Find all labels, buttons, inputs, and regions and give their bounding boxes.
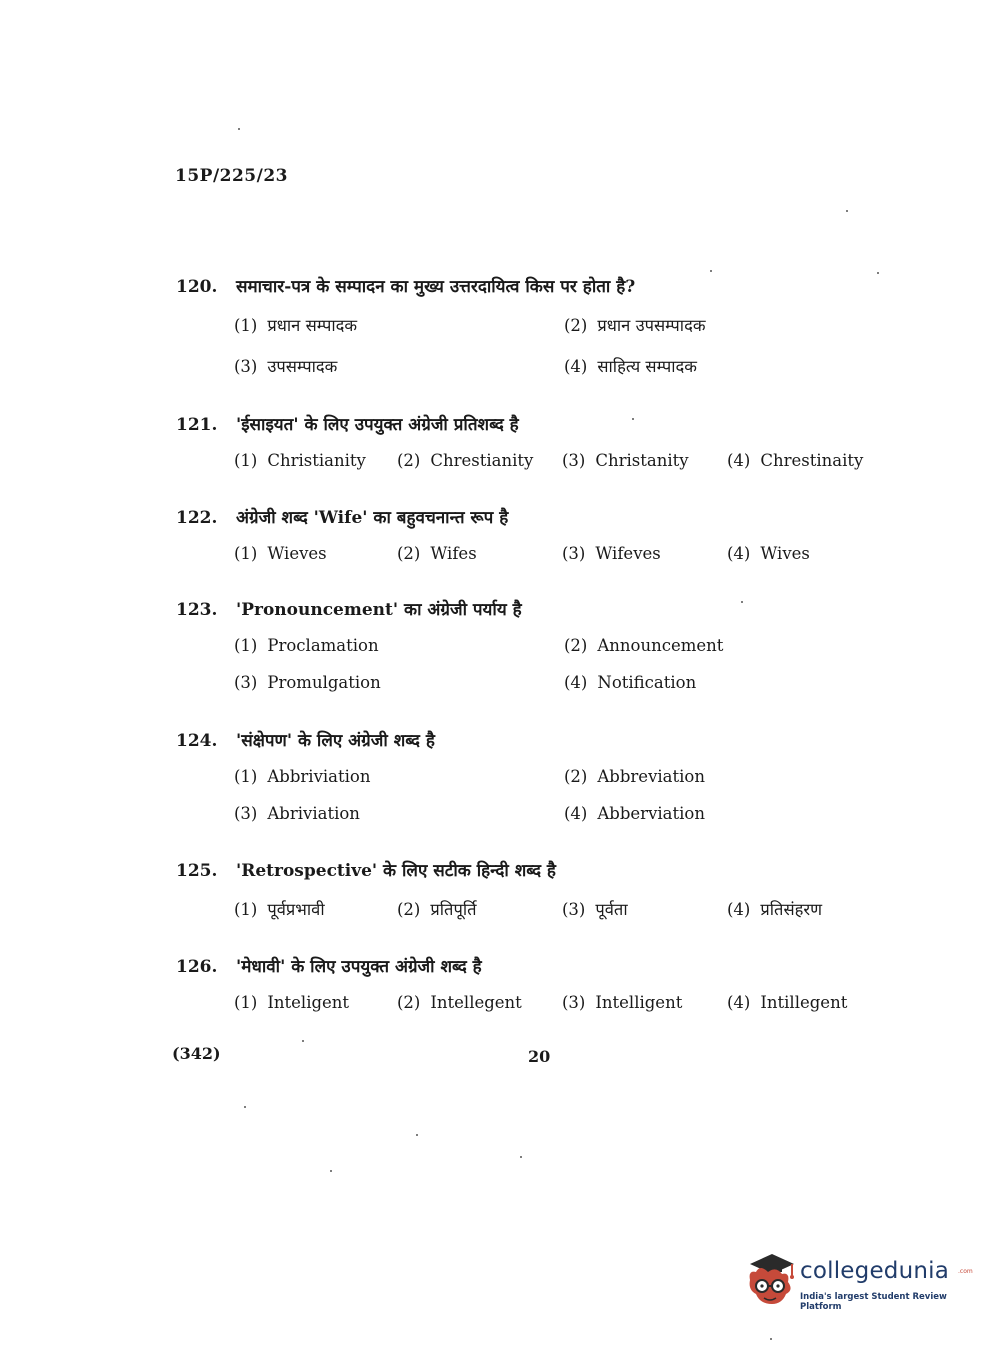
option-1: (1) Christianity <box>234 451 366 470</box>
question-number: 120. <box>176 277 218 297</box>
option-2: (2) Chrestianity <box>397 451 534 470</box>
question-125 <box>176 858 896 920</box>
question-number: 121. <box>176 415 218 435</box>
scan-speck <box>741 601 743 603</box>
option-1: (1) पूर्वप्रभावी <box>234 900 325 919</box>
question-123 <box>176 597 896 692</box>
question-text: अंग्रेजी शब्द 'Wife' का बहुवचनान्त रूप है <box>236 508 509 528</box>
question-text: 'Pronouncement' का अंग्रेजी पर्याय है <box>236 600 522 620</box>
options-row <box>234 673 896 692</box>
options-row <box>234 767 896 786</box>
option-2: (2) प्रधान उपसम्पादक <box>564 316 706 335</box>
options-row <box>234 804 896 823</box>
option-3: (3) Christanity <box>562 451 689 470</box>
option-3: (3) Intelligent <box>562 993 683 1012</box>
option-3: (3) Abriviation <box>234 804 360 823</box>
question-number: 123. <box>176 600 218 620</box>
scan-speck <box>846 210 848 212</box>
options-row <box>234 313 896 336</box>
question-text: समाचार-पत्र के सम्पादन का मुख्य उत्तरदायित्व किस पर होता है? <box>236 277 636 297</box>
option-1: (1) Proclamation <box>234 636 379 655</box>
scan-speck <box>244 1106 246 1108</box>
scan-speck <box>302 1040 304 1042</box>
option-2: (2) प्रतिपूर्ति <box>397 900 477 919</box>
scan-speck <box>877 272 879 274</box>
option-3: (3) पूर्वता <box>562 900 628 919</box>
paper-code: 15P/225/23 <box>175 166 289 186</box>
question-number: 125. <box>176 861 218 881</box>
scan-speck <box>330 1170 332 1172</box>
question-text: 'Retrospective' के लिए सटीक हिन्दी शब्द है <box>236 861 556 881</box>
option-1: (1) Abbriviation <box>234 767 371 786</box>
collegedunia-watermark <box>742 1250 972 1314</box>
option-3: (3) Promulgation <box>234 673 381 692</box>
scan-speck <box>632 418 634 420</box>
question-121 <box>176 412 896 470</box>
question-number: 122. <box>176 508 218 528</box>
options-row <box>234 993 896 1012</box>
options-row <box>234 897 896 920</box>
option-1: (1) Wieves <box>234 544 327 563</box>
question-text: 'मेधावी' के लिए उपयुक्त अंग्रेजी शब्द है <box>236 957 482 977</box>
option-3: (3) Wifeves <box>562 544 661 563</box>
scan-speck <box>710 270 712 272</box>
option-3: (3) उपसम्पादक <box>234 357 338 376</box>
option-1: (1) प्रधान सम्पादक <box>234 316 358 335</box>
question-number: 126. <box>176 957 218 977</box>
option-4: (4) साहित्य सम्पादक <box>564 357 697 376</box>
question-120 <box>176 274 896 377</box>
page-number: 20 <box>528 1047 551 1066</box>
question-text: 'ईसाइयत' के लिए उपयुक्त अंग्रेजी प्रतिशब्द है <box>236 415 519 435</box>
option-4: (4) Intillegent <box>727 993 848 1012</box>
brand-tagline: India's largest Student Review Platform <box>800 1292 947 1312</box>
option-4: (4) Notification <box>564 673 697 692</box>
booklet-code: (342) <box>172 1044 221 1063</box>
option-2: (2) Announcement <box>564 636 724 655</box>
scan-speck <box>770 1338 772 1340</box>
brand-domain: .com <box>958 1268 973 1275</box>
scan-speck <box>520 1156 522 1158</box>
question-122 <box>176 505 896 563</box>
option-2: (2) Intellegent <box>397 993 522 1012</box>
question-text: 'संक्षेपण' के लिए अंग्रेजी शब्द है <box>236 731 435 751</box>
mascot-logo-icon <box>742 1250 800 1314</box>
option-4: (4) Wives <box>727 544 810 563</box>
scan-speck <box>416 1134 418 1136</box>
option-1: (1) Inteligent <box>234 993 350 1012</box>
option-2: (2) Abbreviation <box>564 767 705 786</box>
option-4: (4) Abberviation <box>564 804 705 823</box>
brand-name: collegedunia <box>800 1258 950 1284</box>
options-row <box>234 544 896 563</box>
option-2: (2) Wifes <box>397 544 477 563</box>
option-4: (4) प्रतिसंहरण <box>727 900 823 919</box>
question-124 <box>176 728 896 823</box>
question-number: 124. <box>176 731 218 751</box>
options-row <box>234 354 896 377</box>
question-126 <box>176 954 896 1012</box>
option-4: (4) Chrestinaity <box>727 451 864 470</box>
options-row <box>234 636 896 655</box>
options-row <box>234 451 896 470</box>
scan-speck <box>238 128 240 130</box>
